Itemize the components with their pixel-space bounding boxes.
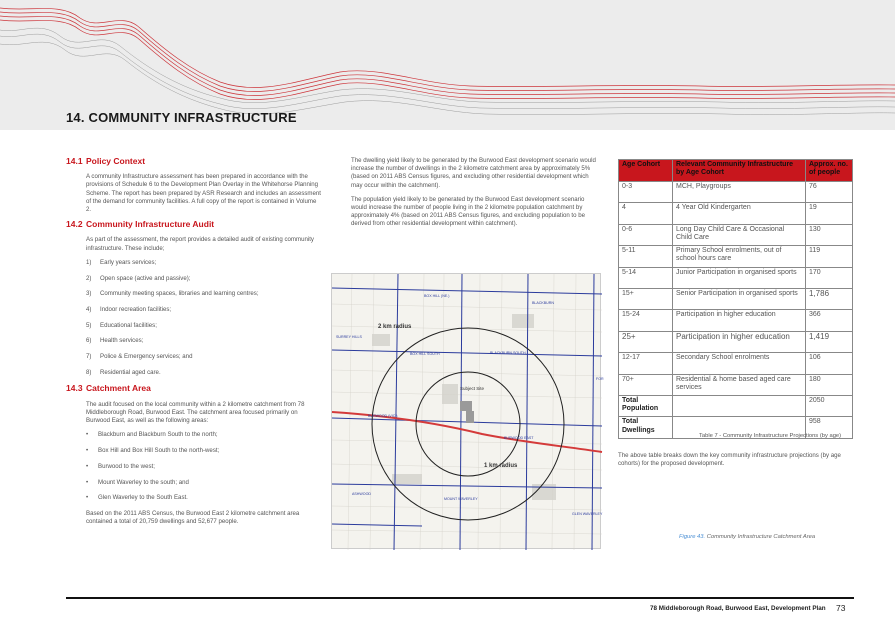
cohort-cell: 15-24 bbox=[619, 310, 673, 331]
bullet-icon: • bbox=[86, 494, 89, 502]
list-item bbox=[86, 353, 322, 369]
list-item bbox=[86, 290, 322, 306]
catchment-list bbox=[86, 431, 322, 510]
catchment-map bbox=[331, 273, 604, 549]
section-title: Community Infrastructure Audit bbox=[86, 219, 215, 230]
bullet-icon: • bbox=[86, 431, 89, 439]
cohort-cell: 0-3 bbox=[619, 182, 673, 203]
suburb-label: BOX HILL SOUTH bbox=[410, 352, 440, 356]
list-item bbox=[86, 463, 322, 479]
cohort-cell: 5-14 bbox=[619, 267, 673, 288]
list-number: 1) bbox=[86, 258, 92, 266]
suburb-label: MOUNT WAVERLEY bbox=[444, 497, 478, 501]
catchment-intro: The audit focused on the local community within a 2 kilometre catchment from 78 Middleborough Road, Burwood East. The catchment area focused primarily on Burwood East, as well as the following areas: bbox=[86, 400, 305, 424]
list-text: Early years services; bbox=[100, 258, 157, 266]
list-item bbox=[86, 447, 322, 463]
table-row bbox=[619, 246, 853, 267]
cohort-cell: 12-17 bbox=[619, 353, 673, 374]
list-number: 6) bbox=[86, 337, 92, 345]
list-text: Glen Waverley to the South East. bbox=[98, 494, 188, 502]
table-row bbox=[619, 331, 853, 352]
list-text: Indoor recreation facilities; bbox=[100, 305, 172, 313]
list-text: Burwood to the west; bbox=[98, 462, 155, 470]
list-item bbox=[86, 337, 322, 353]
figure-number: Figure 43. bbox=[679, 534, 706, 540]
people-cell: 119 bbox=[806, 246, 853, 267]
list-text: Mount Waverley to the south; and bbox=[98, 478, 189, 486]
suburb-label: BURWOOD (VIC.) bbox=[368, 414, 398, 418]
people-cell: 180 bbox=[806, 374, 853, 395]
footer-document-title: 78 Middleborough Road, Burwood East, Development Plan bbox=[650, 605, 826, 612]
catchment-closing: Based on the 2011 ABS Census, the Burwood East 2 kilometre catchment area contained a total of 20,759 dwellings and 52,677 people. bbox=[86, 510, 300, 526]
header-banner bbox=[0, 0, 895, 130]
table-row bbox=[619, 288, 853, 309]
table-row bbox=[619, 374, 853, 395]
people-cell: 170 bbox=[806, 267, 853, 288]
infrastructure-cell: Secondary School enrolments bbox=[673, 353, 806, 374]
list-number: 8) bbox=[86, 368, 92, 376]
column-header: Age Cohort bbox=[619, 160, 673, 182]
audit-list bbox=[86, 259, 322, 385]
total-label: Total Population bbox=[619, 395, 673, 416]
bullet-icon: • bbox=[86, 462, 89, 470]
bullet-icon: • bbox=[86, 446, 89, 454]
infrastructure-cell: Participation in higher education bbox=[673, 310, 806, 331]
infrastructure-cell: Long Day Child Care & Occasional Child Care bbox=[673, 224, 806, 245]
table-row bbox=[619, 353, 853, 374]
people-cell: 1,419 bbox=[806, 331, 853, 352]
table-row bbox=[619, 182, 853, 203]
table-caption: Table 7 - Community Infrastructure Projections (by age) bbox=[699, 433, 842, 439]
infrastructure-cell: Senior Participation in organised sports bbox=[673, 288, 806, 309]
cohort-cell: 70+ bbox=[619, 374, 673, 395]
page-number: 73 bbox=[836, 603, 846, 613]
empty-cell bbox=[673, 395, 806, 416]
list-item bbox=[86, 259, 322, 275]
infrastructure-cell: Primary School enrolments, out of school hours care bbox=[673, 246, 806, 267]
infrastructure-table bbox=[618, 159, 853, 439]
cohort-cell: 25+ bbox=[619, 331, 673, 352]
total-value: 958 bbox=[806, 417, 853, 438]
map-graphic bbox=[332, 274, 602, 550]
section-title: Catchment Area bbox=[86, 383, 151, 394]
suburb-label: BURWOOD EAST bbox=[504, 436, 534, 440]
figure-caption bbox=[679, 534, 815, 540]
left-column bbox=[66, 157, 322, 533]
column-header: Approx. no. of people bbox=[806, 160, 853, 182]
list-number: 4) bbox=[86, 305, 92, 313]
list-text: Open space (active and passive); bbox=[100, 274, 191, 282]
bullet-icon: • bbox=[86, 478, 89, 486]
section-number: 14.3 bbox=[66, 383, 83, 394]
label-2km: 2 km radius bbox=[378, 324, 412, 330]
page-title: 14. COMMUNITY INFRASTRUCTURE bbox=[66, 110, 297, 125]
infrastructure-cell: MCH, Playgroups bbox=[673, 182, 806, 203]
infrastructure-cell: Junior Participation in organised sports bbox=[673, 267, 806, 288]
section-number: 14.2 bbox=[66, 219, 83, 230]
dwelling-yield-paragraph: The dwelling yield likely to be generated by the Burwood East development scenario would increase the number of dwellings in the 2 kilometre catchment area by approximately 5% (based on 2011 ABS Census figures, and excluding other residential development which may occur within the catchment). bbox=[351, 157, 596, 189]
list-text: Residential aged care. bbox=[100, 368, 161, 376]
section-number: 14.1 bbox=[66, 156, 83, 166]
column-header: Relevant Community Infrastructure by Age Cohort bbox=[673, 160, 806, 182]
list-number: 3) bbox=[86, 290, 92, 298]
label-1km: 1 km radius bbox=[484, 463, 518, 469]
suburb-label: GLEN WAVERLEY bbox=[572, 512, 603, 516]
people-cell: 106 bbox=[806, 353, 853, 374]
table-row bbox=[619, 310, 853, 331]
list-item bbox=[86, 306, 322, 322]
table-row bbox=[619, 203, 853, 224]
suburb-label: FOR bbox=[596, 377, 604, 381]
list-item bbox=[86, 479, 322, 495]
list-item bbox=[86, 494, 322, 510]
total-label: Total Dwellings bbox=[619, 417, 673, 438]
label-subject-site: Subject Site bbox=[460, 386, 485, 391]
list-number: 2) bbox=[86, 274, 92, 282]
table-summary: The above table breaks down the key community infrastructure projections (by age cohorts) for the proposed development. bbox=[618, 452, 841, 468]
audit-intro: As part of the assessment, the report provides a detailed audit of existing community infrastructure. These include; bbox=[86, 236, 314, 252]
section-heading-catchment bbox=[66, 384, 322, 392]
people-cell: 1,786 bbox=[806, 288, 853, 309]
list-item bbox=[86, 322, 322, 338]
footer-divider bbox=[66, 597, 854, 599]
suburb-label: BLACKBURN bbox=[532, 301, 554, 305]
section-heading-audit bbox=[66, 220, 322, 228]
cohort-cell: 4 bbox=[619, 203, 673, 224]
people-cell: 130 bbox=[806, 224, 853, 245]
section-title: Policy Context bbox=[86, 156, 146, 166]
list-text: Educational facilities; bbox=[100, 321, 157, 329]
figure-caption-text: Community Infrastructure Catchment Area bbox=[706, 534, 816, 540]
people-cell: 19 bbox=[806, 203, 853, 224]
list-text: Police & Emergency services; and bbox=[100, 352, 193, 360]
table-header-row bbox=[619, 160, 853, 182]
table-row bbox=[619, 224, 853, 245]
list-text: Health services; bbox=[100, 337, 144, 345]
suburb-label: ASHWOOD bbox=[352, 492, 371, 496]
list-item bbox=[86, 431, 322, 447]
list-number: 7) bbox=[86, 352, 92, 360]
section-heading-policy bbox=[66, 157, 322, 165]
total-value: 2050 bbox=[806, 395, 853, 416]
population-yield-paragraph: The population yield likely to be generated by the Burwood East development scenario would increase the number of people living in the 2 kilometre population catchment by approximately 4% (based on 2011 ABS Census figures, and excluding population to be derived from other residential development within catchment). bbox=[351, 195, 585, 228]
table-total-row bbox=[619, 395, 853, 416]
list-text: Box Hill and Box Hill South to the north-west; bbox=[98, 446, 220, 454]
people-cell: 76 bbox=[806, 182, 853, 203]
cohort-cell: 15+ bbox=[619, 288, 673, 309]
suburb-label: BLACKBURN SOUTH bbox=[490, 351, 526, 355]
list-item bbox=[86, 369, 322, 385]
policy-body: A community Infrastructure assessment has been prepared in accordance with the provisions of Schedule 6 to the Development Plan Overlay in the Whitehorse Planning Scheme. The report has been prepared by ASR Research and includes an assessment of the demand for community facilities. A full copy of the report is contained in Volume 2. bbox=[86, 173, 321, 214]
cohort-cell: 0-6 bbox=[619, 224, 673, 245]
infrastructure-cell: Participation in higher education bbox=[673, 331, 806, 352]
infrastructure-cell: Residential & home based aged care services bbox=[673, 374, 806, 395]
suburb-label: SURREY HILLS bbox=[336, 335, 362, 339]
middle-column bbox=[351, 157, 601, 235]
list-item bbox=[86, 275, 322, 291]
people-cell: 366 bbox=[806, 310, 853, 331]
suburb-label: BOX HILL (NE.) bbox=[424, 294, 450, 298]
infrastructure-cell: 4 Year Old Kindergarten bbox=[673, 203, 806, 224]
cohort-cell: 5-11 bbox=[619, 246, 673, 267]
list-number: 5) bbox=[86, 321, 92, 329]
list-text: Community meeting spaces, libraries and learning centres; bbox=[100, 290, 259, 298]
table-row bbox=[619, 267, 853, 288]
list-text: Blackburn and Blackburn South to the north; bbox=[98, 431, 218, 439]
